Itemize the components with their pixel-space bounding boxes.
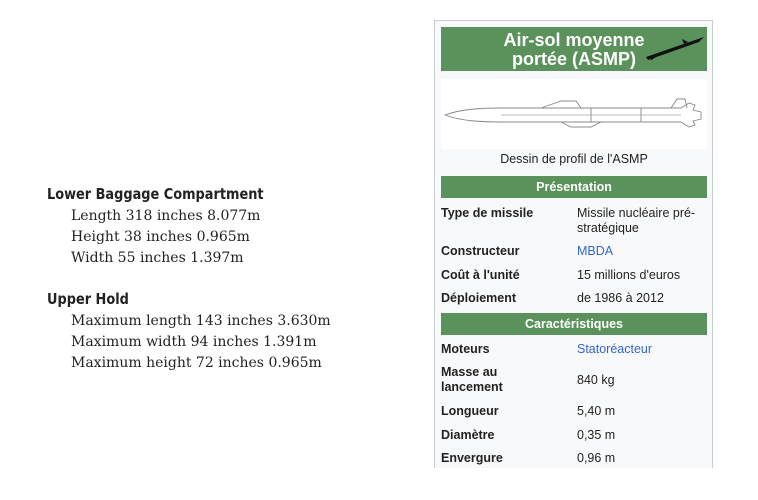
row-value-masse: 840 kg xyxy=(577,373,615,387)
row-value-constructeur-link[interactable]: MBDA xyxy=(577,244,614,258)
missile-profile-drawing xyxy=(441,79,707,149)
row-label-masse: Masse au lancement xyxy=(441,365,503,394)
upper-height-line: Maximum height 72 inches 0.965m xyxy=(71,355,322,371)
row-value-type: Missile nucléaire pré-stratégique xyxy=(577,206,696,235)
infobox-title-bar xyxy=(441,27,707,71)
section-header-presentation: Présentation xyxy=(441,176,707,198)
section-header-caracteristiques: Caractéristiques xyxy=(441,313,707,335)
row-label-deploiement: Déploiement xyxy=(441,291,517,305)
row-value-envergure: 0,96 m xyxy=(577,451,616,465)
row-value-longueur: 5,40 m xyxy=(577,404,616,418)
missile-profile-image[interactable] xyxy=(441,79,707,149)
image-caption: Dessin de profil de l'ASMP xyxy=(500,152,648,166)
missile-icon xyxy=(640,33,710,63)
lower-compartment-title: Lower Baggage Compartment xyxy=(47,185,264,203)
row-value-moteurs-link[interactable]: Statoréacteur xyxy=(577,342,653,356)
row-label-diametre: Diamètre xyxy=(441,428,495,442)
row-label-moteurs: Moteurs xyxy=(441,342,490,356)
upper-width-line: Maximum width 94 inches 1.391m xyxy=(71,334,317,350)
lower-length-line: Length 318 inches 8.077m xyxy=(71,208,261,224)
row-value-deploiement: de 1986 à 2012 xyxy=(577,291,664,305)
row-label-constructeur: Constructeur xyxy=(441,244,520,258)
lower-height-line: Height 38 inches 0.965m xyxy=(71,229,250,245)
infobox-title-line1: Air-sol moyenne xyxy=(503,30,645,50)
upper-hold-title: Upper Hold xyxy=(47,290,129,308)
row-label-cout: Coût à l'unité xyxy=(441,268,520,282)
row-value-diametre: 0,35 m xyxy=(577,428,616,442)
row-label-envergure: Envergure xyxy=(441,451,503,465)
row-value-cout: 15 millions d'euros xyxy=(577,268,681,282)
lower-width-line: Width 55 inches 1.397m xyxy=(71,250,244,266)
row-label-type: Type de missile xyxy=(441,206,534,220)
infobox-title-line2: portée (ASMP) xyxy=(511,49,636,69)
infobox xyxy=(434,20,713,468)
upper-length-line: Maximum length 143 inches 3.630m xyxy=(71,313,331,329)
row-label-longueur: Longueur xyxy=(441,404,499,418)
